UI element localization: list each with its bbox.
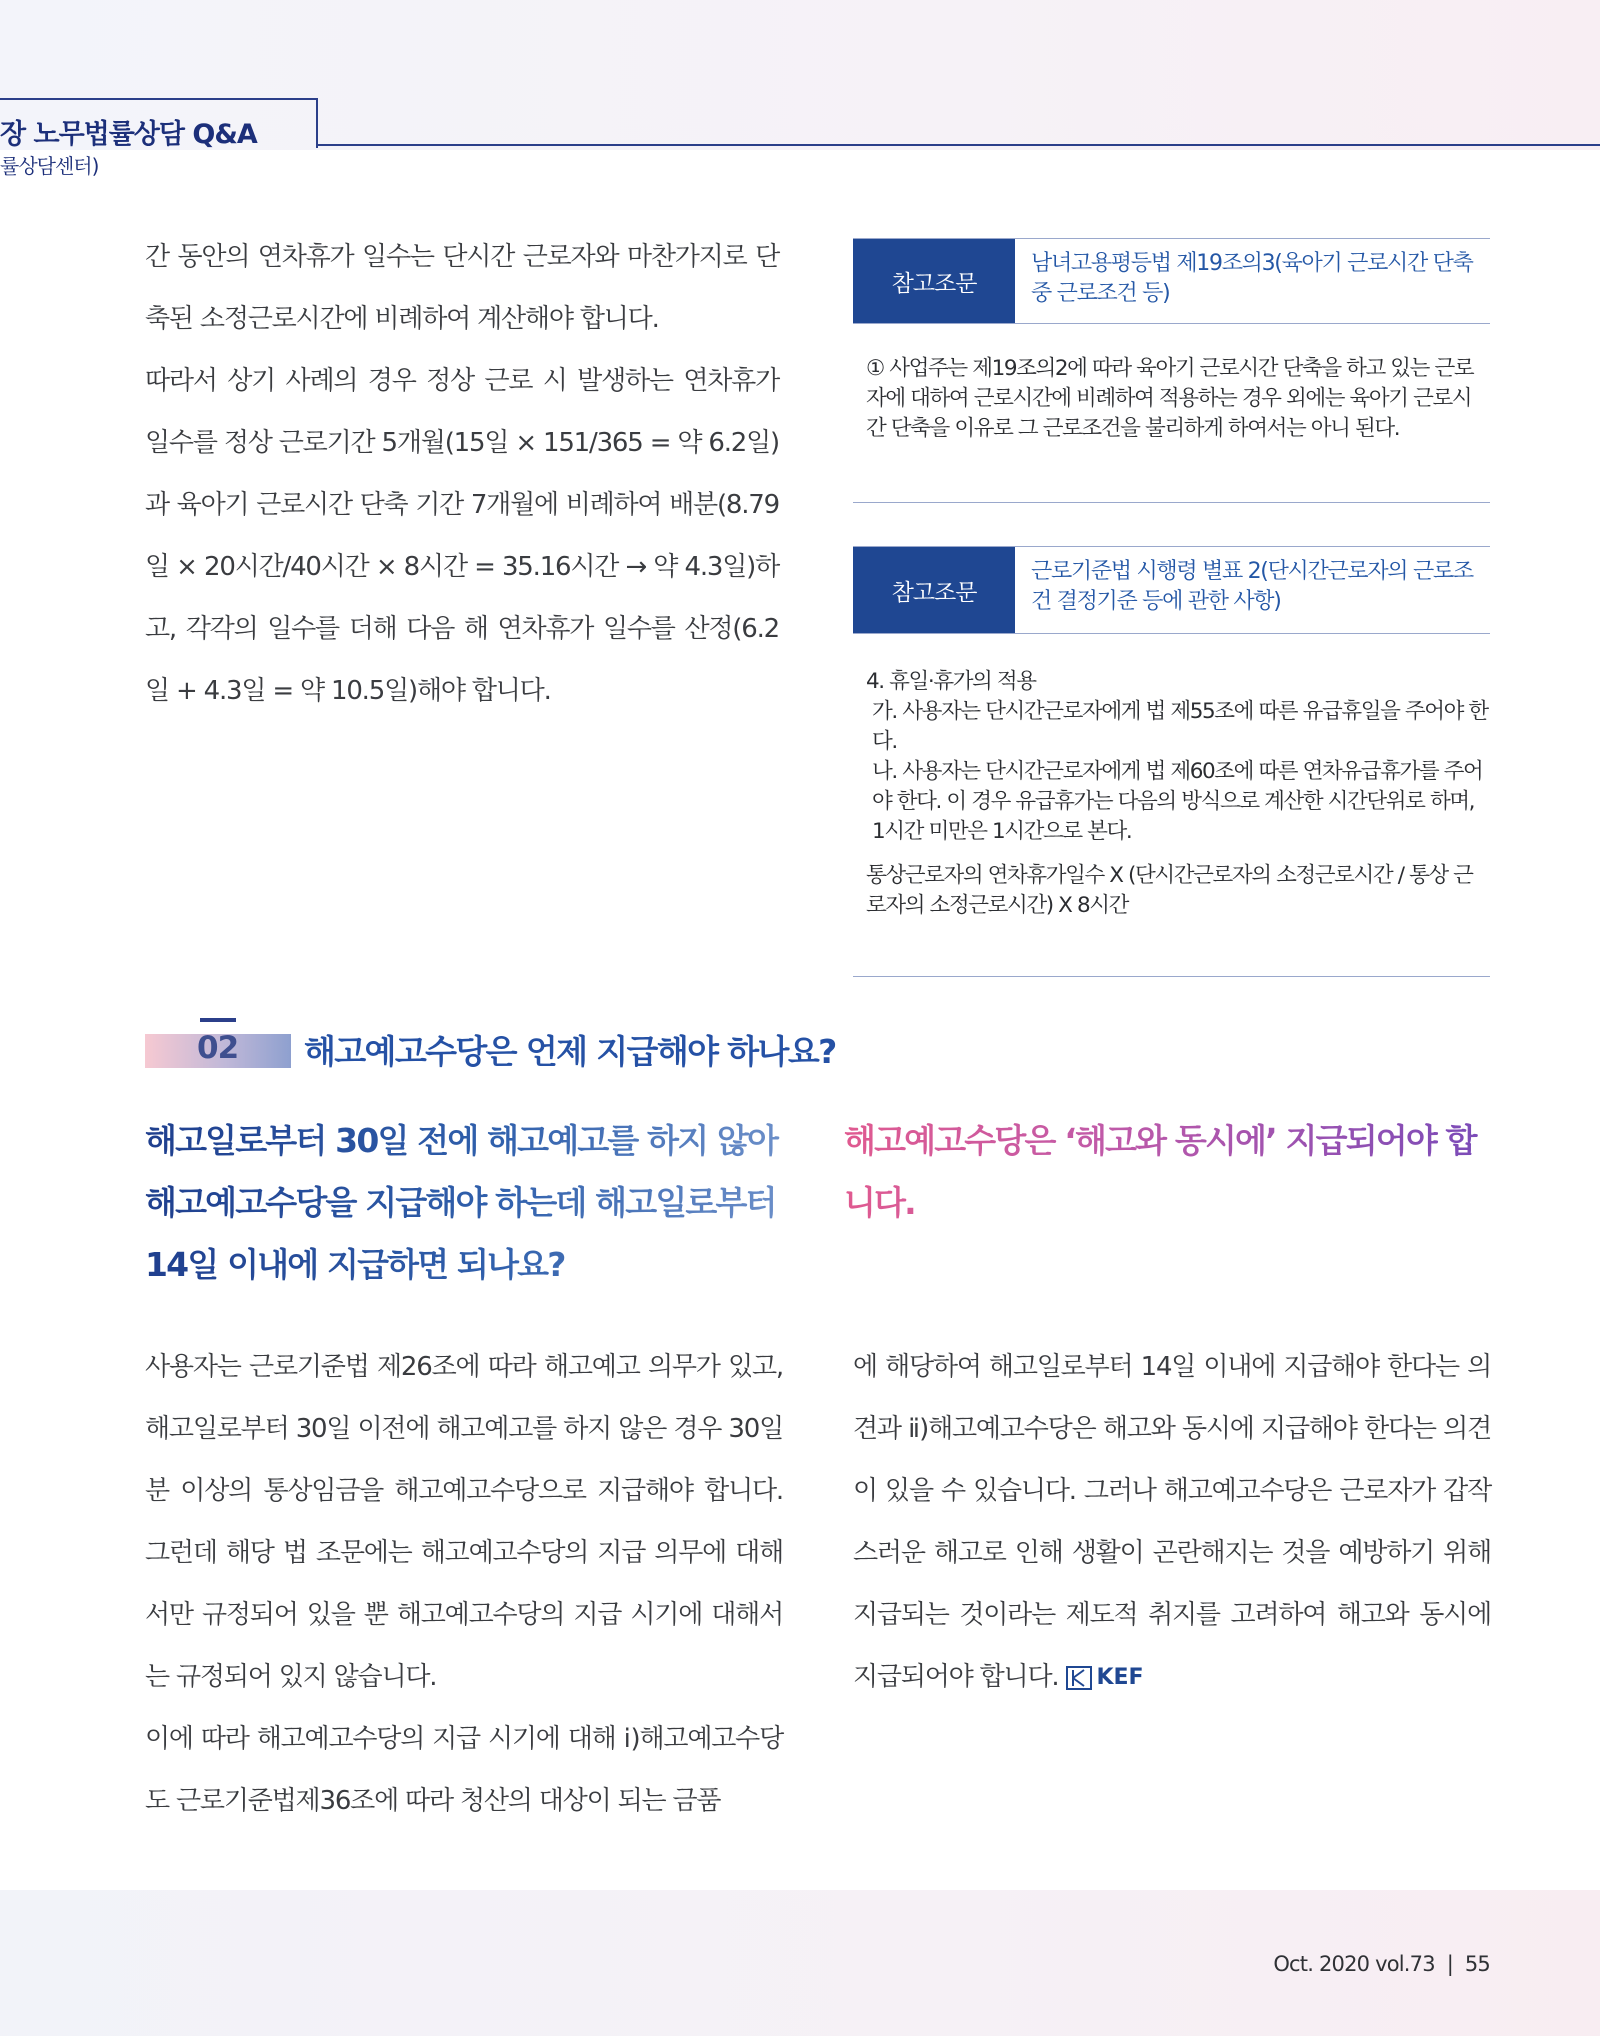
bottom-left-paragraph-2: 이에 따라 해고예고수당의 지급 시기에 대해 ⅰ)해고예고수당도 근로기준법제36조에 따라 청산의 대상이 되는 금품 <box>145 1724 783 1816</box>
reference-1-divider <box>853 502 1490 503</box>
reference-2-header <box>853 546 1490 634</box>
kef-logo-icon <box>1066 1666 1092 1690</box>
bottom-right-paragraph <box>853 1336 1491 1709</box>
reference-1-label: 참고조문 <box>853 239 1015 323</box>
issue-label: Oct. 2020 vol.73 <box>1273 1952 1435 1976</box>
kef-logo <box>1066 1647 1143 1709</box>
reference-1-header <box>853 238 1490 324</box>
body-paragraph-2: 따라서 상기 사례의 경우 정상 근로 시 발생하는 연차휴가 일수를 정상 근로기간 5개월(15일 × 151/365 = 약 6.2일)과 육아기 근로시간 단축 기간 7개월에 비례하여 배분(8.79일 × 20시간/40시간 × 8시간 = 35.16시간 → 약 4.3일)하고, 각각의 일수를 더해 다음 해 연차휴가 일수를 산정(6.2일 + 4.3일 = 약 10.5일)해야 합니다. <box>145 366 779 706</box>
reference-2-title: 근로기준법 시행령 별표 2(단시간근로자의 근로조건 결정기준 등에 관한 사항) <box>1031 559 1473 614</box>
reference-2-item-ga: 가. 사용자는 단시간근로자에게 법 제55조에 따른 유급휴일을 주어야 한다. <box>872 699 1488 754</box>
header-rule <box>316 144 1600 146</box>
header-title: 장 노무법률상담 Q&A <box>0 119 257 150</box>
reference-2-label: 참고조문 <box>853 547 1015 633</box>
header-subtitle: 률상담센터) <box>0 154 99 178</box>
body-paragraph-1: 간 동안의 연차휴가 일수는 단시간 근로자와 마찬가지로 단축된 소정근로시간에 비례하여 계산해야 합니다. <box>145 242 779 334</box>
section-accent-mark <box>200 1018 236 1022</box>
page-number: 55 <box>1464 1952 1490 1976</box>
reference-2-heading: 4. 휴일·휴가의 적용 <box>866 669 1036 694</box>
reference-1-body: ① 사업주는 제19조의2에 따라 육아기 근로시간 단축을 하고 있는 근로자에 대하여 근로시간에 비례하여 적용하는 경우 외에는 육아기 근로시간 단축을 이유로 그 근로조건을 불리하게 하여서는 아니 된다. <box>866 356 1474 441</box>
section-number: 02 <box>197 1030 239 1066</box>
page-footer <box>1273 1952 1490 1976</box>
reference-1-title: 남녀고용평등법 제19조의3(육아기 근로시간 단축 중 근로조건 등) <box>1031 251 1473 306</box>
bottom-right-text: 에 해당하여 해고일로부터 14일 이내에 지급해야 한다는 의견과 ⅱ)해고예고수당은 해고와 동시에 지급해야 한다는 의견이 있을 수 있습니다. 그러나 해고예고수당은 근로자가 갑작스러운 해고로 인해 생활이 곤란해지는 것을 예방하기 위해 지급되는 것이라는 제도적 취지를 고려하여 해고와 동시에 지급되어야 합니다. <box>853 1352 1491 1692</box>
reference-2-item-na: 나. 사용자는 단시간근로자에게 법 제60조에 따른 연차유급휴가를 주어야 한다. 이 경우 유급휴가는 다음의 방식으로 계산한 시간단위로 하며, 1시간 미만은 1시간으로 본다. <box>872 759 1483 844</box>
answer-text: 해고예고수당은 ‘해고와 동시에’ 지급되어야 합니다. <box>844 1110 1484 1234</box>
kef-logo-text: KEF <box>1096 1664 1144 1690</box>
bottom-left-paragraph-1: 사용자는 근로기준법 제26조에 따라 해고예고 의무가 있고, 해고일로부터 30일 이전에 해고예고를 하지 않은 경우 30일분 이상의 통상임금을 해고예고수당으로 지급해야 합니다. 그런데 해당 법 조문에는 해고예고수당의 지급 의무에 대해서만 규정되어 있을 뿐 해고예고수당의 지급 시기에 대해서는 규정되어 있지 않습니다. <box>145 1352 783 1692</box>
reference-2-divider <box>853 976 1490 977</box>
reference-2-formula: 통상근로자의 연차휴가일수 X (단시간근로자의 소정근로시간 / 통상 근로자의 소정근로시간) X 8시간 <box>866 863 1473 918</box>
footer-separator: | <box>1446 1952 1453 1976</box>
question-text: 해고일로부터 30일 전에 해고예고를 하지 않아 해고예고수당을 지급해야 하는데 해고일로부터 14일 이내에 지급하면 되나요? <box>145 1110 785 1296</box>
section-title: 해고예고수당은 언제 지급해야 하나요? <box>304 1032 836 1071</box>
reference-2-body <box>866 667 1488 921</box>
